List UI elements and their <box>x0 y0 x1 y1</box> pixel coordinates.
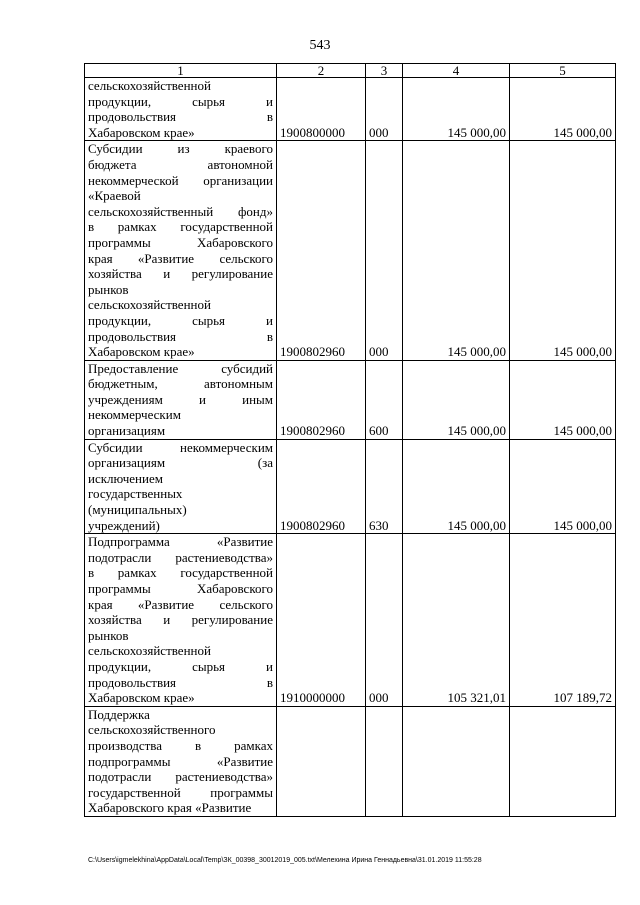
table-row <box>85 534 616 707</box>
row-name-line: организациям (за <box>88 455 273 471</box>
row-name-cell <box>85 706 277 816</box>
row-name-line: рынков <box>88 627 129 643</box>
table-row <box>85 141 616 360</box>
row-name-line: государственных <box>88 486 183 502</box>
target-code-cell <box>277 706 366 816</box>
row-name-line: в рамках государственной <box>88 565 273 581</box>
amount-year2-cell: 145 000,00 <box>510 360 616 439</box>
row-name-line: хозяйства и регулирование <box>88 266 273 282</box>
row-name-line: Субсидии некоммерческим <box>88 439 273 455</box>
expense-type-cell <box>366 706 403 816</box>
target-code-cell: 1900802960 <box>277 439 366 534</box>
row-name-line: организациям <box>88 423 166 439</box>
row-name-line: некоммерческой организации <box>88 172 273 188</box>
amount-year1-cell: 145 000,00 <box>403 141 510 360</box>
target-code-cell: 1900802960 <box>277 141 366 360</box>
table-row <box>85 78 616 141</box>
row-name-line: сельскохозяйственной <box>88 297 211 313</box>
row-name-line: подпрограммы «Развитие <box>88 753 273 769</box>
expense-type-cell: 600 <box>366 360 403 439</box>
row-name-line: Субсидии из краевого <box>88 141 273 157</box>
file-path-footer: C:\Users\igmelekhina\AppData\Local\Temp\ЗК_00398_30012019_005.txt\Мелехина Ирина Геннадьевна\31.01.2019 11:55:28 <box>88 857 482 864</box>
row-name-line: подотрасли растениеводства» <box>88 549 273 565</box>
row-name-line: бюджета автономной <box>88 156 273 172</box>
row-name-line: продовольствия в <box>88 328 273 344</box>
row-name-line: рынков <box>88 281 129 297</box>
row-name-line: учреждений) <box>88 517 160 533</box>
row-name-line: учреждениям и иным <box>88 391 273 407</box>
amount-year1-cell: 145 000,00 <box>403 360 510 439</box>
row-name-line: подотрасли растениеводства» <box>88 769 273 785</box>
row-name-line: Хабаровском крае» <box>88 344 195 360</box>
row-name-line: продовольствия в <box>88 674 273 690</box>
row-name-line: сельскохозяйственной <box>88 643 211 659</box>
row-name-line: хозяйства и регулирование <box>88 612 273 628</box>
row-name-line: продукции, сырья и <box>88 312 273 328</box>
amount-year1-cell <box>403 706 510 816</box>
row-name-line: продукции, сырья и <box>88 93 273 109</box>
row-name-line: сельскохозяйственный фонд» <box>88 203 273 219</box>
amount-year2-cell: 145 000,00 <box>510 439 616 534</box>
row-name-cell <box>85 78 277 141</box>
row-name-line: программы Хабаровского <box>88 234 273 250</box>
row-name-line: государственной программы <box>88 784 273 800</box>
row-name-cell <box>85 439 277 534</box>
amount-year1-cell: 105 321,01 <box>403 534 510 707</box>
row-name-line: производства в рамках <box>88 737 273 753</box>
target-code-cell: 1910000000 <box>277 534 366 707</box>
row-name-line: Хабаровском крае» <box>88 690 195 706</box>
row-name-line: Подпрограмма «Развитие <box>88 534 273 550</box>
row-name-line: (муниципальных) <box>88 502 187 518</box>
amount-year2-cell: 107 189,72 <box>510 534 616 707</box>
row-name-line: «Краевой <box>88 188 141 204</box>
table-row <box>85 360 616 439</box>
row-name-line: в рамках государственной <box>88 219 273 235</box>
amount-year2-cell <box>510 706 616 816</box>
row-name-line: программы Хабаровского <box>88 581 273 596</box>
column-header: 3 <box>366 64 403 78</box>
amount-year1-cell: 145 000,00 <box>403 78 510 141</box>
row-name-line: Поддержка <box>88 706 150 722</box>
column-header: 1 <box>85 64 277 78</box>
row-name-line: некоммерческим <box>88 407 181 423</box>
header-row <box>85 64 616 78</box>
expense-type-cell: 000 <box>366 141 403 360</box>
expense-type-cell: 000 <box>366 78 403 141</box>
row-name-line: Хабаровского края «Развитие <box>88 800 252 816</box>
row-name-cell <box>85 534 277 707</box>
amount-year2-cell: 145 000,00 <box>510 141 616 360</box>
page-number: 543 <box>309 38 331 53</box>
row-name-line: бюджетным, автономным <box>88 376 273 392</box>
table-row <box>85 706 616 816</box>
target-code-cell: 1900802960 <box>277 360 366 439</box>
row-name-line: продукции, сырья и <box>88 658 273 674</box>
table-row <box>85 439 616 534</box>
row-name-cell <box>85 141 277 360</box>
row-name-line: края «Развитие сельского <box>88 596 273 612</box>
row-name-line: продовольствия в <box>88 109 273 125</box>
column-header: 4 <box>403 64 510 78</box>
row-name-line: края «Развитие сельского <box>88 250 273 266</box>
column-header: 2 <box>277 64 366 78</box>
column-header: 5 <box>510 64 616 78</box>
row-name-line: Предоставление субсидий <box>88 360 273 376</box>
expense-type-cell: 000 <box>366 534 403 707</box>
target-code-cell: 1900800000 <box>277 78 366 141</box>
row-name-line: Хабаровском крае» <box>88 124 195 140</box>
row-name-cell <box>85 360 277 439</box>
amount-year1-cell: 145 000,00 <box>403 439 510 534</box>
budget-table <box>84 63 616 817</box>
row-name-line: сельскохозяйственного <box>88 722 216 738</box>
amount-year2-cell: 145 000,00 <box>510 78 616 141</box>
expense-type-cell: 630 <box>366 439 403 534</box>
row-name-line: сельскохозяйственной <box>88 78 211 93</box>
row-name-line: исключением <box>88 470 163 486</box>
